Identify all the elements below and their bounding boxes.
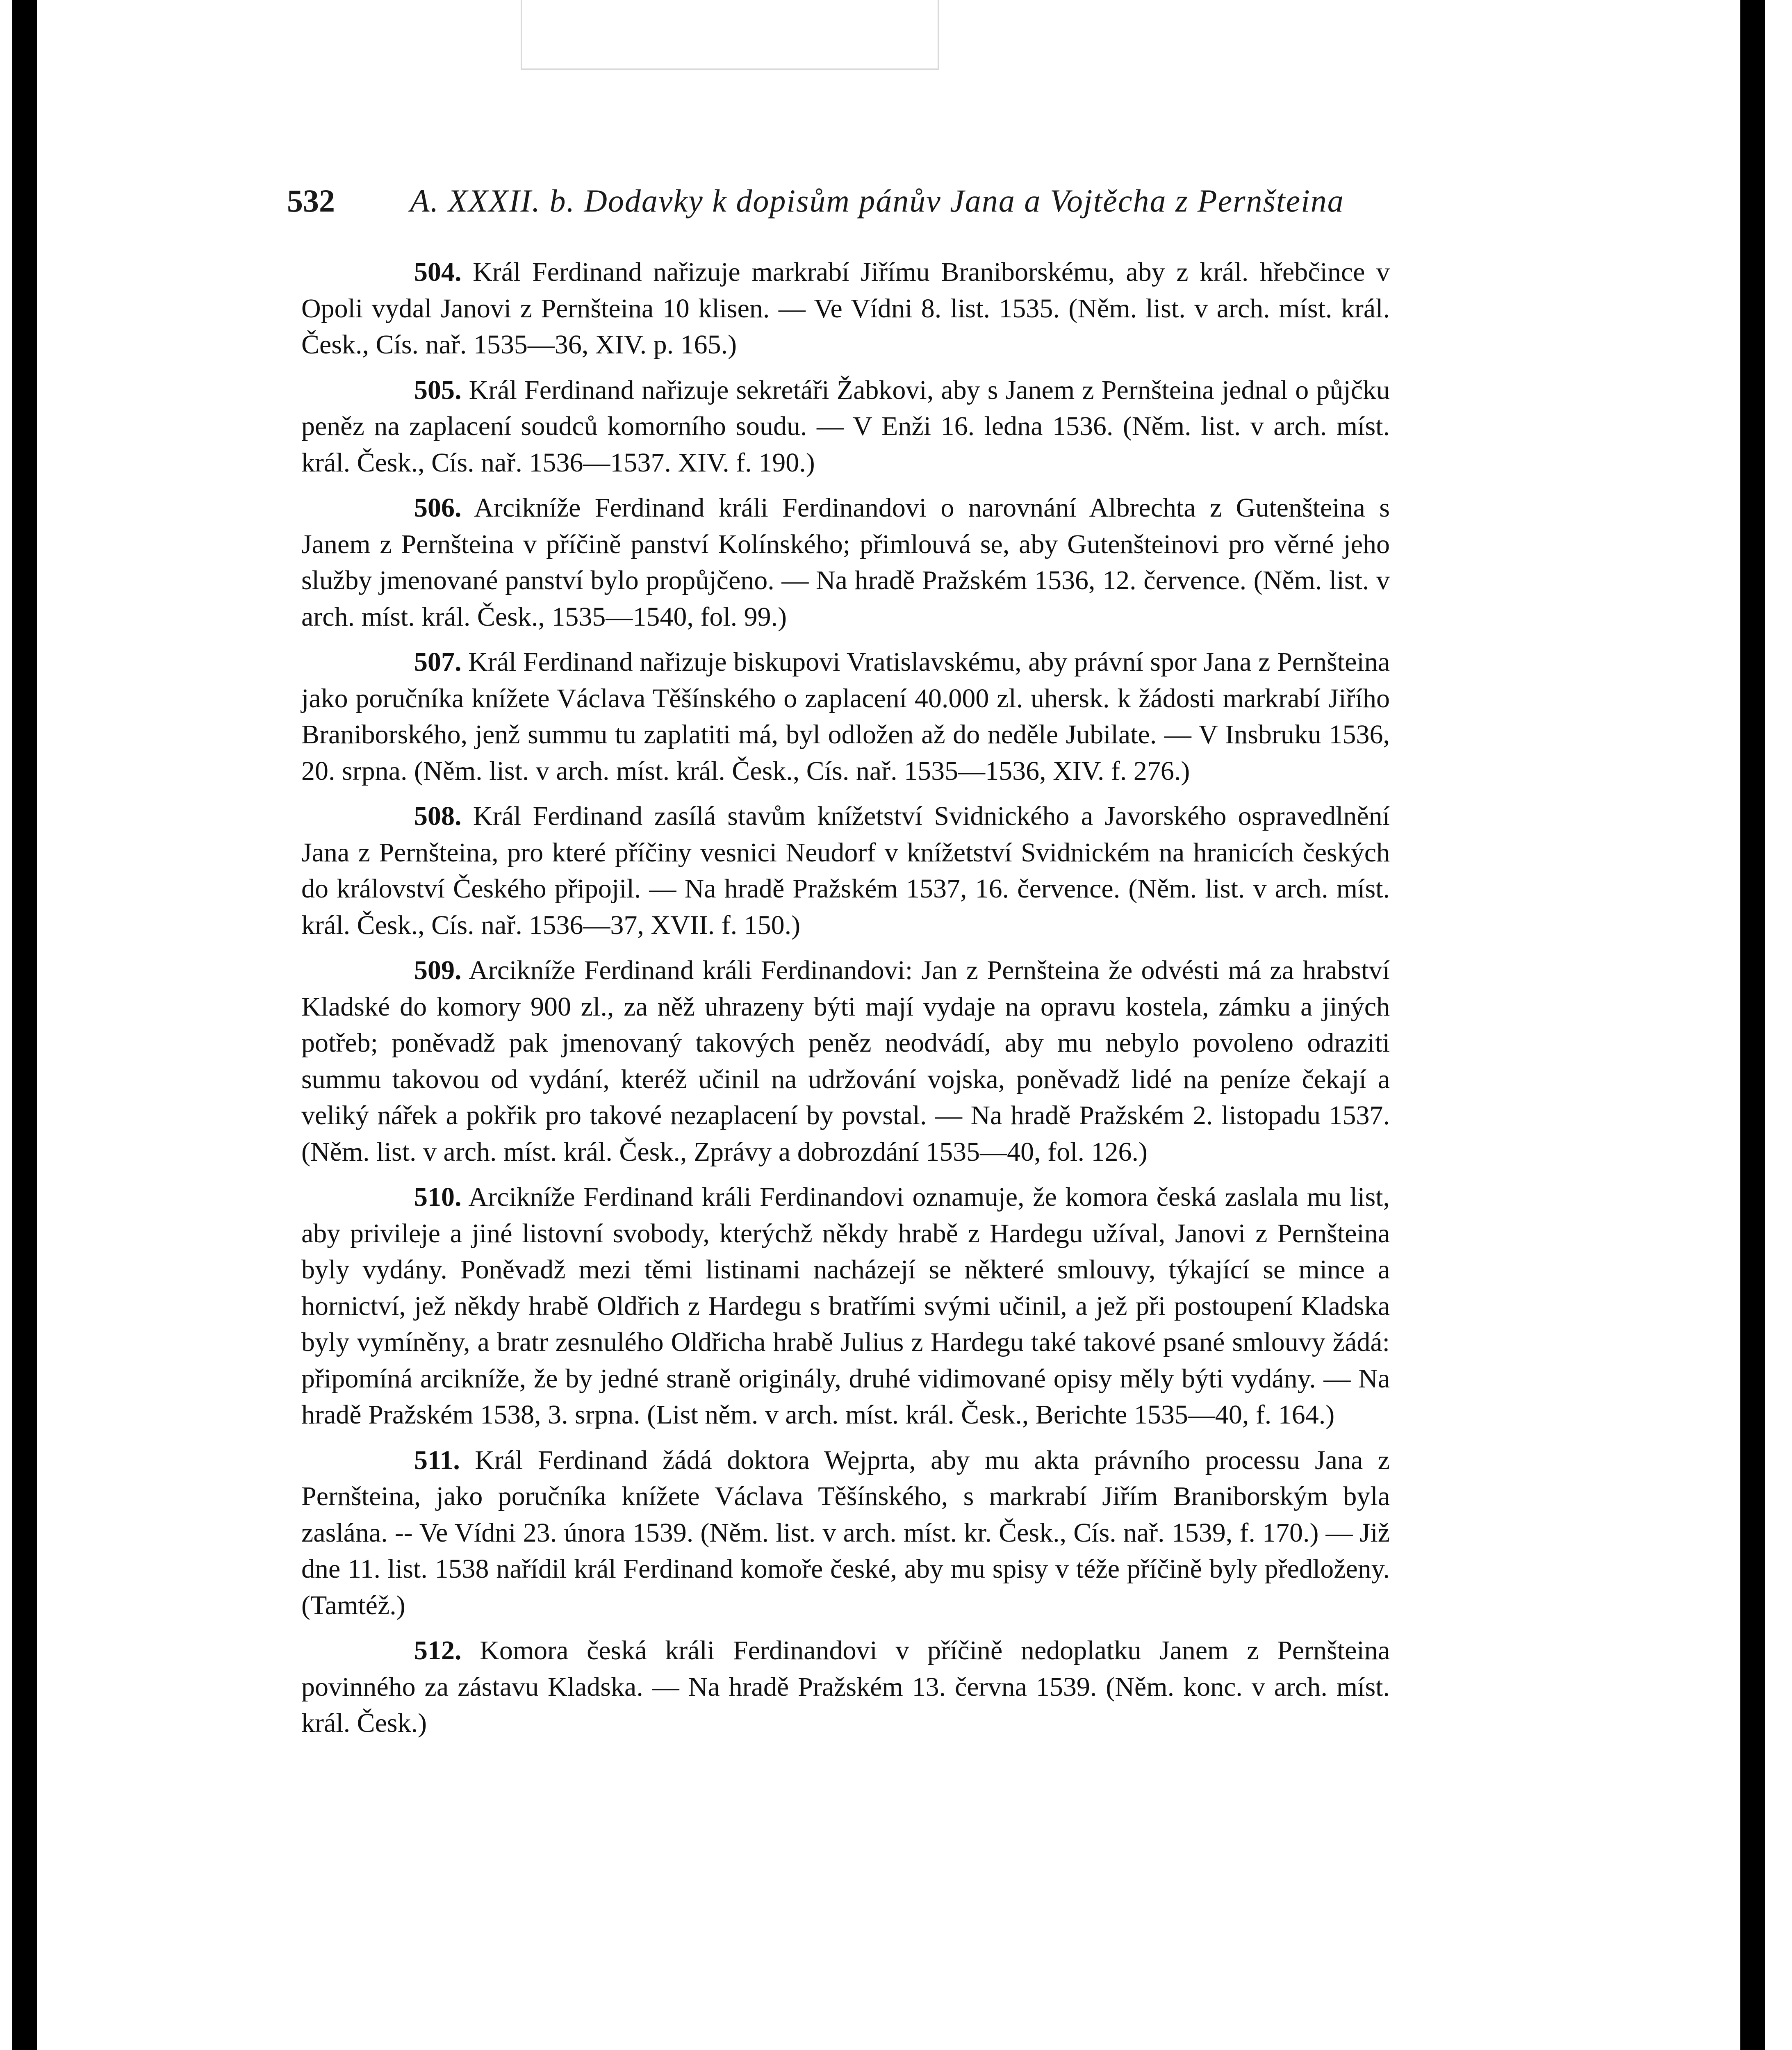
entry-text: Král Ferdinand nařizuje sekretáři Žabkovi, aby s Janem z Pernšteina jednal o půjčku peněz na zaplacení soudců komorního soudu. — V Enži 16. ledna 1536. (Něm. list. v arch. míst. král. Česk., Cís. nař. 1536—1537. XIV. f. 190.) (301, 375, 1390, 478)
entry-507 (301, 644, 1390, 789)
entry-number: 510. (414, 1182, 462, 1212)
entry-number: 511. (414, 1445, 460, 1475)
page-number: 532 (287, 183, 335, 219)
entry-text: Král Ferdinand žádá doktora Wejprta, aby mu akta právního processu Jana z Pernšteina, jako poručníka knížete Václava Těšínského, s markrabí Jiřím Braniborským byla zaslána. -- Ve Vídni 23. února 1539. (Něm. list. v arch. míst. kr. Česk., Cís. nař. 1539, f. 170.) — Již dne 11. list. 1538 nařídil král Ferdinand komoře české, aby mu spisy v téže příčině byly předloženy. (Tamtéž.) (301, 1445, 1390, 1620)
entry-text: Král Ferdinand nařizuje markrabí Jiřímu Braniborskému, aby z král. hřebčince v Opoli vydal Janovi z Pernšteina 10 klisen. — Ve Vídni 8. list. 1535. (Něm. list. v arch. míst. král. Česk., Cís. nař. 1535—36, XIV. p. 165.) (301, 257, 1390, 360)
entry-text: Komora česká králi Ferdinandovi v příčině nedoplatku Janem z Pernšteina povinného za zástavu Kladska. — Na hradě Pražském 13. června 1539. (Něm. konc. v arch. míst. král. Česk.) (301, 1635, 1390, 1738)
entry-text: Král Ferdinand nařizuje biskupovi Vratislavskému, aby právní spor Jana z Pernšteina jako poručníka knížete Václava Těšínského o zaplacení 40.000 zl. uhersk. k žádosti markrabí Jiřího Braniborského, jenž summu tu zaplatiti má, byl odložen až do neděle Jubilate. — V Insbruku 1536, 20. srpna. (Něm. list. v arch. míst. král. Česk., Cís. nař. 1535—1536, XIV. f. 276.) (301, 647, 1390, 786)
entry-text: Arcikníže Ferdinand králi Ferdinandovi o narovnání Albrechta z Gutenšteina s Janem z Pernšteina v příčině panství Kolínského; přimlouvá se, aby Gutenšteinovi pro věrné jeho služby jmenované panství bylo propůjčeno. — Na hradě Pražském 1536, 12. července. (Něm. list. v arch. míst. král. Česk., 1535—1540, fol. 99.) (301, 493, 1390, 632)
entry-508 (301, 798, 1390, 943)
entry-504 (301, 254, 1390, 363)
entry-511 (301, 1442, 1390, 1624)
entry-509 (301, 952, 1390, 1170)
entry-text: Král Ferdinand zasílá stavům knížetství Svidnického a Javorského ospravedlnění Jana z Pernšteina, pro které příčiny vesnici Neudorf v knížetství Svidnickém na hranicích českých do království Českého připojil. — Na hradě Pražském 1537, 16. července. (Něm. list. v arch. míst. král. Česk., Cís. nař. 1536—37, XVII. f. 150.) (301, 801, 1390, 940)
entry-505 (301, 372, 1390, 481)
entry-number: 505. (414, 375, 462, 405)
running-title: A. XXXII. b. Dodavky k dopisům pánův Jana a Vojtěcha z Pernšteina (410, 183, 1344, 219)
page-header (287, 182, 1439, 219)
entry-number: 506. (414, 493, 462, 523)
document-body (301, 254, 1390, 1751)
entry-510 (301, 1179, 1390, 1433)
entry-number: 508. (414, 801, 462, 831)
entry-number: 512. (414, 1635, 462, 1665)
entry-512 (301, 1633, 1390, 1742)
scan-artifact (521, 0, 939, 70)
entry-text: Arcikníže Ferdinand králi Ferdinandovi: Jan z Pernšteina že odvésti má za hrabství Kladské do komory 900 zl., za něž uhrazeny býti mají vydaje na opravu kostela, zámku a jiných potřeb; poněvadž pak jmenovaný takových peněz neodvádí, aby mu nebylo povoleno odraziti summu takovou od vydání, kteréž učinil na udržování vojska, poněvadž lidé na peníze čekají a veliký nářek a pokřik pro takové nezaplacení by povstal. — Na hradě Pražském 2. listopadu 1537. (Něm. list. v arch. míst. král. Česk., Zprávy a dobrozdání 1535—40, fol. 126.) (301, 955, 1390, 1167)
entry-number: 507. (414, 647, 462, 677)
entry-number: 504. (414, 257, 462, 287)
entry-text: Arcikníže Ferdinand králi Ferdinandovi oznamuje, že komora česká zaslala mu list, aby privileje a jiné listovní svobody, kterýchž někdy hrabě z Hardegu užíval, Janovi z Pernšteina byly vydány. Poněvadž mezi těmi listinami nacházejí se některé smlouvy, týkající se mince a hornictví, jež někdy hrabě Oldřich z Hardegu s bratřími svými učinil, a jež při postoupení Kladska byly vymíněny, a bratr zesnulého Oldřicha hrabě Julius z Hardegu také takové psané smlouvy žádá: připomíná arcikníže, že by jedné straně originály, druhé vidimované opisy měly býti vydány. — Na hradě Pražském 1538, 3. srpna. (List něm. v arch. míst. král. Česk., Berichte 1535—40, f. 164.) (301, 1182, 1390, 1430)
entry-number: 509. (414, 955, 462, 985)
entry-506 (301, 490, 1390, 635)
